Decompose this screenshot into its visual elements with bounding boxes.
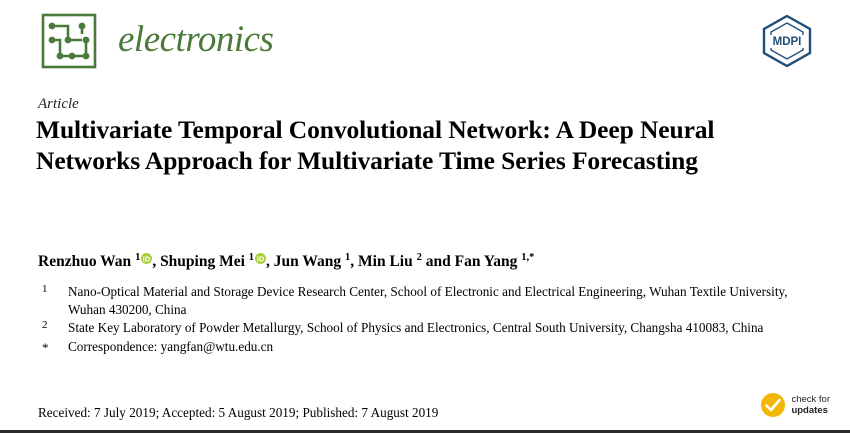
svg-text:iD: iD (256, 254, 265, 264)
orcid-icon[interactable] (255, 253, 266, 264)
correspondence-item (38, 338, 828, 356)
svg-text:iD: iD (143, 254, 151, 264)
mdpi-publisher-logo (760, 14, 814, 68)
affiliation-text: State Key Laboratory of Powder Metallurgy, School of Physics and Electronics, Central South University, Changsha 410083, China (68, 320, 764, 335)
page-title: Multivariate Temporal Convolutional Network: A Deep Neural Networks Approach for Multivariate Time Series Forecasting (36, 115, 715, 175)
affiliation-marker: 1 (42, 283, 48, 295)
check-mark-circle-icon (760, 392, 786, 418)
affiliation-text: Nano-Optical Material and Storage Device Research Center, School of Electronic and Electrical Engineering, Wuhan Textile University, Wuhan 430200, China (68, 284, 788, 317)
svg-text:MDPI: MDPI (772, 36, 802, 48)
correspondence-marker: * (42, 339, 49, 355)
affiliation-marker: 2 (42, 319, 48, 331)
journal-masthead (38, 10, 273, 72)
affiliation-item (38, 319, 828, 337)
badge-label (791, 394, 830, 416)
author-list: Renzhuo Wan $^1$ iD , Shuping Mei $^1$ iD , Jun Wang $^1$, Min Liu $^2$ and Fan Yang $^{1,*}$ (38, 252, 535, 271)
affiliation-list (38, 283, 828, 356)
author-name: Jun Wang $^1$ (273, 252, 351, 271)
orcid-icon[interactable] (141, 253, 152, 264)
circuit-board-icon (38, 10, 100, 72)
badge-line-2: updates (791, 405, 828, 416)
publication-dates: Received: 7 July 2019; Accepted: 5 August 2019; Published: 7 August 2019 (38, 405, 439, 420)
author-name: Renzhuo Wan $^1$ (38, 252, 141, 271)
author-name: Fan Yang $^{1,*}$ (454, 252, 535, 271)
correspondence-text[interactable]: Correspondence: yangfan@wtu.edu.cn (68, 338, 274, 354)
journal-title: electronics (118, 18, 274, 60)
article-type-label: Article (38, 96, 79, 112)
badge-line-1: check for (791, 394, 830, 405)
author-name: Min Liu $^2$ (358, 252, 422, 271)
check-for-updates-badge[interactable] (760, 392, 830, 418)
author-name: Shuping Mei $^1$ (160, 252, 255, 271)
affiliation-item (38, 283, 828, 318)
